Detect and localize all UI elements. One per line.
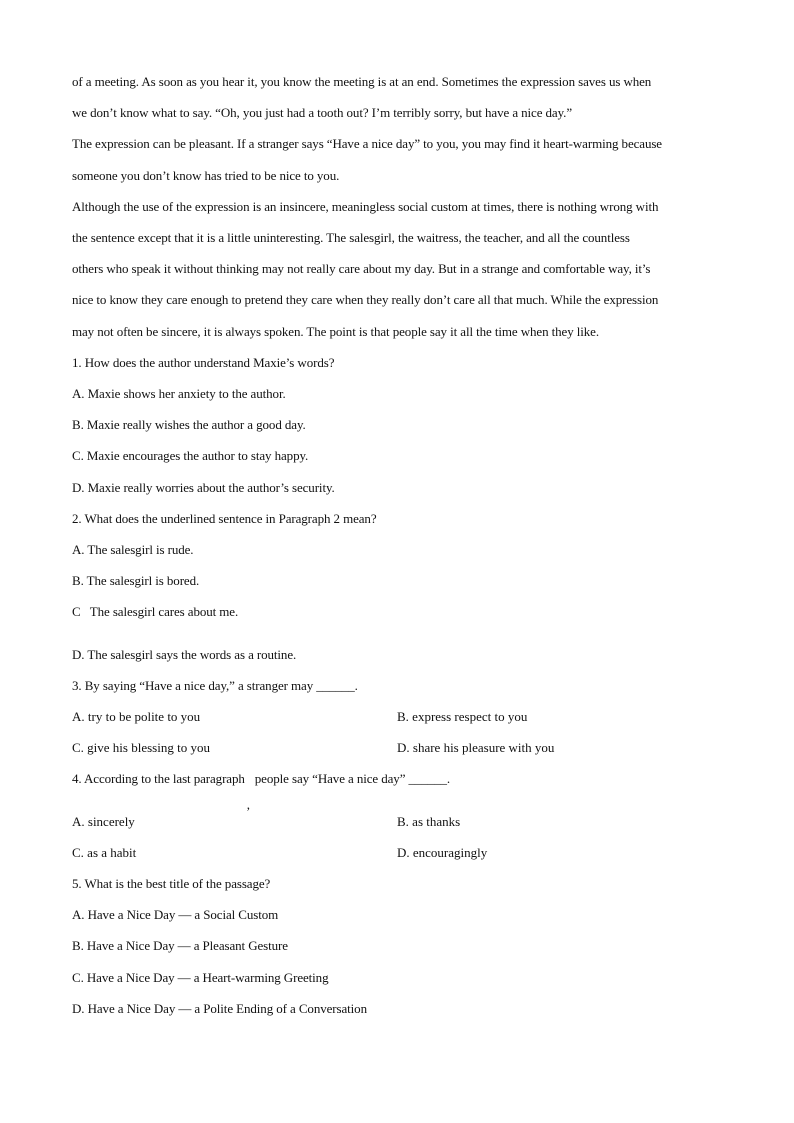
question-stem: 2. What does the underlined sentence in Paragraph 2 mean? [72, 510, 377, 526]
option-c: C. Maxie encourages the author to stay happy. [72, 448, 309, 464]
option-d: D. encouragingly [397, 844, 488, 860]
question-stem: 1. How does the author understand Maxie’s words? [72, 354, 335, 370]
option-a: A. Have a Nice Day — a Social Custom [72, 907, 279, 923]
question-stem: 3. By saying “Have a nice day,” a stranger may ______. [72, 677, 358, 693]
passage-line: of a meeting. As soon as you hear it, you know the meeting is at an end. Sometimes the expression saves us when [72, 74, 652, 89]
question-stem-part1: 4. According to the last paragraph [72, 771, 245, 787]
question-5 [72, 868, 724, 1024]
passage-line: others who speak it without thinking may not really care about my day. But in a strange and comfortable way, it’s [72, 261, 651, 277]
option-c: C. give his blessing to you [72, 740, 210, 756]
passage-line: we don’t know what to say. “Oh, you just had a tooth out? I’m terribly sorry, but have a nice day.” [72, 105, 572, 121]
question-stem-part2: people say “Have a nice day” ______. [254, 771, 451, 787]
passage-line: the sentence except that it is a little uninteresting. The salesgirl, the waitress, the teacher, and all the countless [72, 230, 630, 246]
question-2 [72, 503, 724, 670]
document-page [72, 66, 724, 1024]
passage-line: The expression can be pleasant. If a stranger says “Have a nice day” to you, you may find it heart-warming because [72, 136, 662, 152]
spacer [72, 628, 724, 639]
option-a: A. try to be polite to you [72, 709, 201, 725]
question-stem [72, 763, 724, 813]
options-row [72, 732, 724, 763]
passage-line: Although the use of the expression is an insincere, meaningless social custom at times, there is nothing wrong with [72, 198, 659, 214]
comma-glyph: , [246, 797, 250, 813]
option-d: D. The salesgirl says the words as a routine. [72, 646, 297, 662]
option-d: D. share his pleasure with you [397, 740, 555, 756]
question-1 [72, 347, 724, 503]
option-b: B. Maxie really wishes the author a good day. [72, 417, 306, 433]
option-c: C. Have a Nice Day — a Heart-warming Greeting [72, 969, 329, 985]
passage [72, 66, 724, 347]
passage-line: nice to know they care enough to pretend they care when they really don’t care all that much. While the expression [72, 292, 659, 308]
options-row [72, 837, 724, 868]
options-row [72, 701, 724, 732]
option-c: C. as a habit [72, 844, 137, 860]
question-4 [72, 763, 724, 868]
passage-line: may not often be sincere, it is always spoken. The point is that people say it all the time when they like. [72, 323, 599, 339]
option-a: A. The salesgirl is rude. [72, 542, 194, 558]
options-row [72, 806, 724, 837]
option-b: B. as thanks [397, 813, 461, 829]
option-c: C The salesgirl cares about me. [72, 604, 239, 620]
option-d: D. Maxie really worries about the author’s security. [72, 479, 335, 495]
option-d: D. Have a Nice Day — a Polite Ending of a Conversation [72, 1000, 367, 1016]
spacer [72, 795, 724, 806]
option-a: A. Maxie shows her anxiety to the author. [72, 386, 286, 402]
question-3 [72, 670, 724, 764]
option-a: A. sincerely [72, 813, 135, 829]
option-b: B. Have a Nice Day — a Pleasant Gesture [72, 938, 288, 954]
option-b: B. express respect to you [397, 709, 528, 725]
option-b: B. The salesgirl is bored. [72, 573, 200, 589]
passage-line: someone you don’t know has tried to be nice to you. [72, 167, 340, 183]
question-stem: 5. What is the best title of the passage? [72, 876, 271, 892]
